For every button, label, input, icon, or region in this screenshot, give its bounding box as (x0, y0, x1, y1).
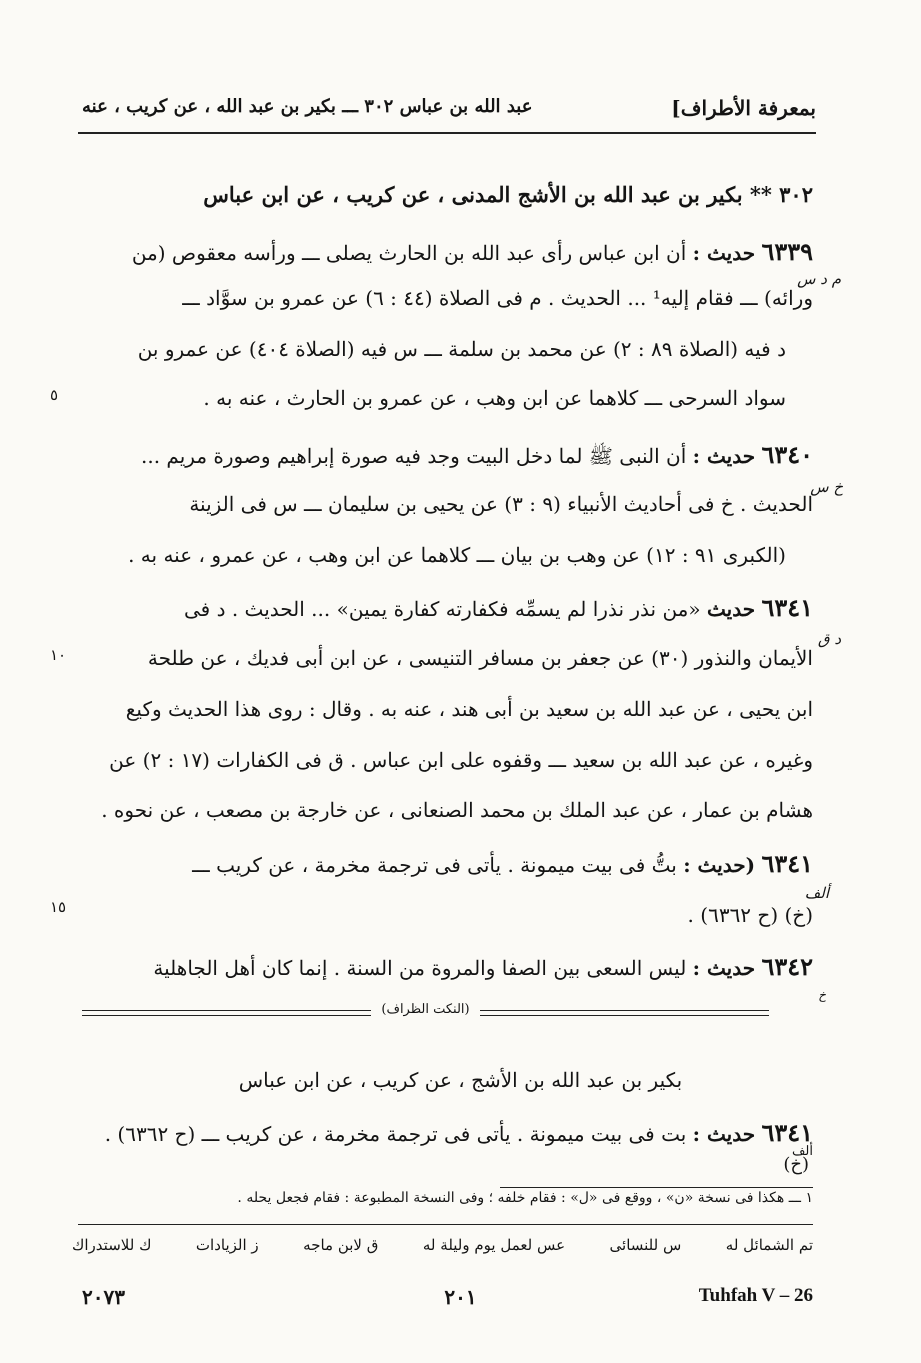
line-number: ١٥ (50, 898, 67, 916)
text-line: ٦٣٤١ حديث «من نذر نذرا لم يسمِّه فكفارته كفارة يمين» ... الحديث . د فى (183, 593, 813, 622)
nukat-line: ٦٣٤١ حديث : بت فى بيت ميمونة . يأتى فى ترجمة مخرمة ، عن كريب ـــ (ح ٦٣٦٢) . (104, 1118, 813, 1147)
sigla-legend (72, 1236, 813, 1254)
text-line: هشام بن عمار ، عن عبد الملك بن محمد الصنعانى ، عن خارجة بن مصعب ، عن نحوه . (101, 798, 813, 822)
header-rule (78, 132, 816, 134)
page-number-left: ٢٠٧٣ (82, 1285, 125, 1309)
margin-siglum: م د س (797, 270, 841, 288)
header-right-title: بمعرفة الأطراف] (671, 96, 816, 120)
text-line: ابن يحيى ، عن عبد الله بن سعيد بن أبى هند ، عنه به . وقال : روى هذا الحديث وكيع (125, 697, 813, 721)
margin-siglum: د ق (817, 630, 841, 648)
text-line: ٦٣٤٢ حديث : ليس السعى بين الصفا والمروة من السنة . إنما كان أهل الجاهلية (153, 952, 813, 981)
legend-item: ك للاستدراك (72, 1236, 152, 1254)
text-line: سواد السرحى ـــ كلاهما عن ابن وهب ، عن عمرو بن الحارث ، عنه به . (203, 386, 786, 410)
text-line: (خ) (ح ٦٣٦٢) . (687, 903, 813, 927)
legend-item: ز الزيادات (195, 1236, 259, 1254)
text-line: (الكبرى ٩١ : ١٢) عن وهب بن بيان ـــ كلاهما عن ابن وهب ، عن عمرو ، عنه به . (128, 543, 786, 567)
text-line: ٦٣٤١ (حديث : بتُّ فى بيت ميمونة . يأتى فى ترجمة مخرمة ، عن كريب ـــ (192, 849, 813, 878)
text-line: ورائه) ـــ فقام إليه¹ ... الحديث . م فى الصلاة (٤٤ : ٦) عن عمرو بن سوَّاد ـــ (182, 286, 813, 310)
line-number: ١٠ (50, 646, 67, 664)
nukat-separator (82, 1002, 769, 1022)
legend-item: عس لعمل يوم وليلة له (422, 1236, 566, 1254)
section-title: ٣٠٢ ** بكير بن عبد الله بن الأشج المدنى ، عن كريب ، عن ابن عباس (203, 182, 813, 207)
text-line: د فيه (الصلاة ٨٩ : ٢) عن محمد بن سلمة ـــ س فيه (الصلاة ٤٠٤) عن عمرو بن (137, 337, 786, 361)
text-line: الأيمان والنذور (٣٠) عن جعفر بن مسافر التنيسى ، عن ابن أبى فديك ، عن طلحة (147, 646, 813, 670)
margin-siglum: خ س (810, 478, 843, 496)
margin-siglum: خ (818, 988, 826, 1002)
legend-item: س للنسائى (609, 1236, 682, 1254)
volume-label: Tuhfah V – 26 (698, 1285, 813, 1306)
footnote: ١ ـــ هكذا فى نسخة «ن» ، ووقع فى «ل» : فقام خلفه ؛ وفى النسخة المطبوعة : فقام فجعل يحله . (237, 1190, 813, 1206)
line-number: ٥ (50, 386, 59, 404)
legend-item: تم الشمائل له (725, 1236, 813, 1254)
legend-rule (78, 1224, 813, 1225)
margin-siglum: ألف (804, 884, 829, 902)
text-line: الحديث . خ فى أحاديث الأنبياء (٩ : ٣) عن يحيى بن سليمان ـــ س فى الزينة (189, 492, 813, 516)
text-line: ٦٣٤٠ حديث : أن النبى ﷺ لما دخل البيت وجد فيه صورة إبراهيم وصورة مريم ... (140, 440, 813, 469)
legend-item: ق لابن ماجه (303, 1236, 379, 1254)
footnote-rule (500, 1187, 813, 1188)
nukat-title: بكير بن عبد الله بن الأشج ، عن كريب ، عن ابن عباس (238, 1068, 683, 1092)
nukat-label: (النكت الظراف) (375, 1002, 475, 1017)
header-center-title: عبد الله بن عباس ٣٠٢ ـــ بكير بن عبد الله ، عن كريب ، عنه (82, 96, 533, 117)
text-line: ٦٣٣٩ حديث : أن ابن عباس رأى عبد الله بن الحارث يصلى ـــ ورأسه معقوص (من (131, 237, 813, 266)
page-number-center: ٢٠١ (444, 1285, 477, 1309)
text-line: وغيره ، عن عبد الله بن سعيد ـــ وقفوه على ابن عباس . ق فى الكفارات (١٧ : ٢) عن (109, 748, 813, 772)
nukat-siglum: (خ) (783, 1154, 809, 1175)
nukat-siglum: ألف (791, 1144, 813, 1159)
